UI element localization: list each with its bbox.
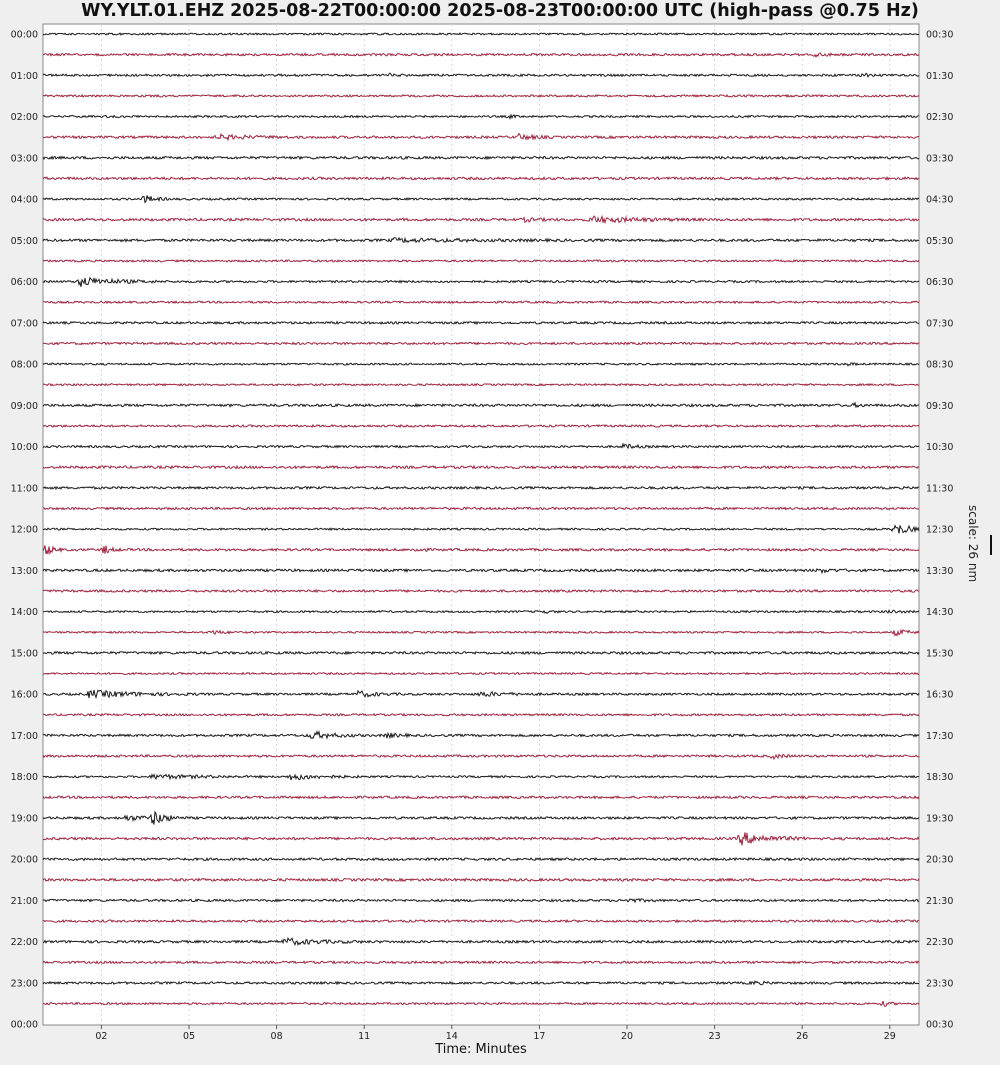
x-tick-label: 02	[95, 1031, 108, 1042]
right-time-label: 00:30	[926, 1019, 954, 1031]
right-time-label: 19:30	[926, 813, 954, 825]
right-time-label: 18:30	[926, 772, 954, 784]
right-time-label: 03:30	[926, 153, 954, 165]
right-time-label: 04:30	[926, 194, 954, 206]
left-time-label: 01:00	[10, 70, 38, 82]
left-time-label: 00:00	[10, 29, 38, 41]
left-time-label: 15:00	[10, 648, 38, 660]
right-time-label: 13:30	[926, 565, 954, 577]
left-time-label: 12:00	[10, 524, 38, 536]
right-time-label: 07:30	[926, 318, 954, 330]
right-time-label: 17:30	[926, 730, 954, 742]
x-tick-label: 05	[182, 1031, 196, 1042]
right-time-label: 09:30	[926, 400, 954, 412]
scale-label: scale: 26 nm	[966, 505, 980, 583]
right-time-label: 05:30	[926, 235, 954, 247]
x-axis-ticks	[95, 1025, 895, 1042]
scale-bar	[990, 535, 992, 555]
x-tick-label: 23	[708, 1031, 721, 1042]
left-time-label: 06:00	[10, 277, 38, 289]
plot-area	[43, 24, 919, 1025]
right-time-label: 02:30	[926, 112, 954, 124]
left-time-label: 14:00	[10, 607, 38, 619]
left-time-label: 20:00	[10, 854, 38, 866]
right-time-labels	[926, 30, 953, 1031]
x-tick-label: 29	[883, 1031, 896, 1042]
left-time-label: 13:00	[10, 565, 38, 577]
right-time-label: 23:30	[926, 978, 954, 990]
left-time-label: 19:00	[10, 813, 38, 825]
x-tick-label: 11	[358, 1031, 371, 1042]
left-time-label: 18:00	[10, 772, 38, 784]
left-time-label: 04:00	[10, 194, 38, 206]
x-tick-label: 17	[533, 1031, 546, 1042]
left-time-labels	[11, 30, 38, 1031]
right-time-label: 14:30	[926, 607, 954, 619]
right-time-label: 01:30	[926, 70, 954, 82]
left-time-label: 22:00	[10, 937, 38, 949]
left-time-label: 23:00	[10, 978, 38, 990]
right-time-label: 22:30	[926, 937, 954, 949]
x-axis-label: Time: Minutes	[435, 1042, 527, 1057]
right-time-label: 08:30	[926, 359, 954, 371]
x-tick-label: 08	[270, 1031, 283, 1042]
right-time-label: 21:30	[926, 895, 954, 907]
scale-indicator	[960, 505, 990, 625]
x-tick-label: 20	[620, 1031, 634, 1042]
left-time-label: 17:00	[10, 730, 38, 742]
left-time-label: 21:00	[10, 895, 38, 907]
x-tick-label: 26	[796, 1031, 809, 1042]
left-time-label: 00:00	[10, 1019, 38, 1031]
right-time-label: 06:30	[926, 277, 954, 289]
left-time-label: 05:00	[10, 235, 38, 247]
right-time-label: 20:30	[926, 854, 954, 866]
right-time-label: 12:30	[926, 524, 954, 536]
right-time-label: 00:30	[926, 29, 954, 41]
left-time-label: 16:00	[10, 689, 38, 701]
right-time-label: 16:30	[926, 689, 954, 701]
left-time-label: 03:00	[10, 153, 38, 165]
left-time-label: 09:00	[10, 400, 38, 412]
left-time-label: 10:00	[10, 442, 38, 454]
right-time-label: 15:30	[926, 648, 954, 660]
right-time-label: 10:30	[926, 442, 954, 454]
left-time-label: 08:00	[10, 359, 38, 371]
x-tick-label: 14	[445, 1031, 458, 1042]
left-time-label: 11:00	[10, 483, 38, 495]
left-time-label: 07:00	[10, 318, 38, 330]
right-time-label: 11:30	[926, 483, 954, 495]
left-time-label: 02:00	[10, 112, 38, 124]
chart-title: WY.YLT.01.EHZ 2025-08-22T00:00:00 2025-08-23T00:00:00 UTC (high-pass @0.75 Hz)	[81, 1, 919, 21]
